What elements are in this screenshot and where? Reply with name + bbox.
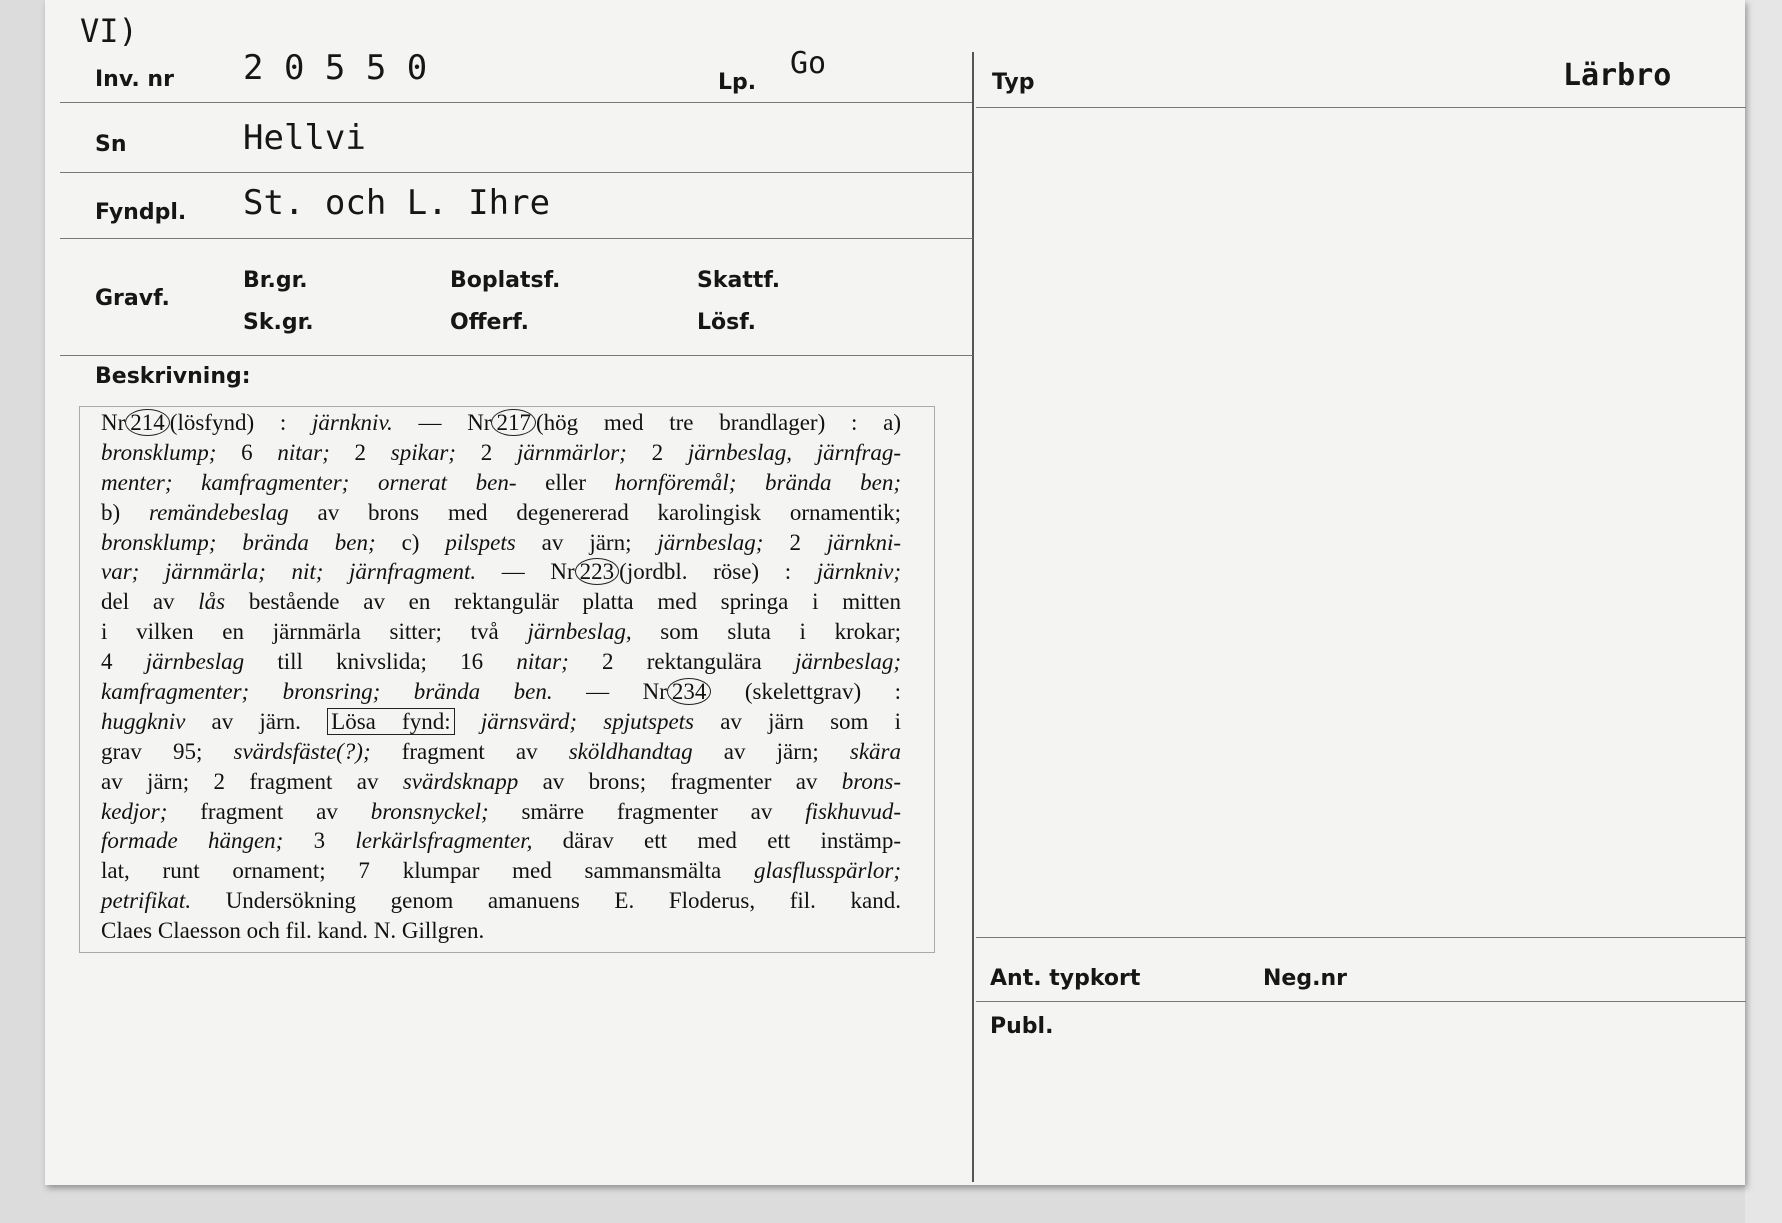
sn-value: Hellvi: [243, 118, 366, 158]
find-number-circled: 214: [125, 409, 170, 436]
find-number-circled: 217: [491, 409, 536, 436]
description-text: [101, 408, 901, 946]
losf-label: Lösf.: [697, 310, 756, 335]
description-line: av järn; 2 fragment av svärdsknapp av brons; fragmenter av brons-: [101, 768, 901, 794]
divider: [60, 355, 973, 356]
divider: [60, 102, 973, 103]
divider: [60, 238, 973, 239]
description-line: bronsklump; 6 nitar; 2 spikar; 2 järnmärlor; 2 järnbeslag, järnfrag-: [101, 439, 902, 465]
neg-nr-label: Neg.nr: [1263, 966, 1347, 991]
br-gr-label: Br.gr.: [243, 268, 308, 293]
column-divider: [972, 52, 974, 1182]
description-line: var; järnmärla; nit; järnfragment. — Nr 223 (jordbl. röse) : järnkniv;: [101, 559, 901, 585]
description-line: Claes Claesson och fil. kand. N. Gillgren.: [101, 918, 485, 944]
divider: [60, 172, 973, 173]
description-line: huggkniv av järn. Lösa fynd: järnsvärd; spjutspets av järn som i: [101, 708, 901, 734]
ant-typkort-label: Ant. typkort: [990, 966, 1141, 991]
fyndpl-value: St. och L. Ihre: [243, 183, 551, 223]
gravf-label: Gravf.: [95, 286, 170, 311]
divider: [976, 1001, 1746, 1002]
typ-value: Lärbro: [1563, 58, 1672, 93]
description-line: Nr 214 (lösfynd) : järnkniv. — Nr 217 (hög med tre brandlager) : a): [101, 410, 901, 435]
description-line: menter; kamfragmenter; ornerat ben- eller hornföremål; brända ben;: [101, 469, 901, 495]
skattf-label: Skattf.: [697, 268, 781, 293]
losa-fynd-boxed: Lösa fynd:: [327, 708, 454, 735]
description-line: formade hängen; 3 lerkärlsfragmenter, därav ett med ett instämp-: [101, 828, 901, 854]
lp-value: Go: [790, 46, 827, 81]
description-line: kamfragmenter; bronsring; brända ben. — Nr 234 (skelettgrav) :: [101, 679, 901, 705]
inv-nr-label: Inv. nr: [95, 67, 174, 92]
description-line: b) remändebeslag av brons med degenererad karolingisk ornamentik;: [101, 499, 901, 525]
find-number-circled: 234: [667, 678, 712, 705]
divider: [976, 937, 1746, 938]
description-line: bronsklump; brända ben; c) pilspets av järn; järnbeslag; 2 järnkni-: [101, 529, 901, 555]
beskrivning-label: Beskrivning:: [95, 364, 251, 389]
description-line: petrifikat. Undersökning genom amanuens E. Floderus, fil. kand.: [101, 888, 901, 914]
publ-label: Publ.: [990, 1014, 1054, 1039]
sk-gr-label: Sk.gr.: [243, 310, 314, 335]
description-line: 4 järnbeslag till knivslida; 16 nitar; 2 rektangulära järnbeslag;: [101, 649, 902, 675]
boplatsf-label: Boplatsf.: [450, 268, 561, 293]
description-line: kedjor; fragment av bronsnyckel; smärre fragmenter av fiskhuvud-: [101, 798, 901, 824]
lp-label: Lp.: [718, 70, 757, 95]
inv-nr-value: 2 0 5 5 0: [243, 48, 428, 88]
description-line: lat, runt ornament; 7 klumpar med sammansmälta glasflusspärlor;: [101, 858, 901, 884]
fyndpl-label: Fyndpl.: [95, 200, 187, 225]
description-line: grav 95; svärdsfäste(?); fragment av sköldhandtag av järn; skära: [101, 738, 901, 764]
card-stack-edge: [1745, 0, 1782, 1223]
find-number-circled: 223: [575, 558, 620, 585]
sn-label: Sn: [95, 132, 127, 157]
description-line: del av lås bestående av en rektangulär platta med springa i mitten: [101, 589, 901, 615]
offerf-label: Offerf.: [450, 310, 530, 335]
corner-label: VI): [80, 12, 138, 50]
divider: [976, 107, 1746, 108]
typ-label: Typ: [992, 70, 1035, 95]
description-line: i vilken en järnmärla sitter; två järnbeslag, som sluta i krokar;: [101, 619, 901, 645]
